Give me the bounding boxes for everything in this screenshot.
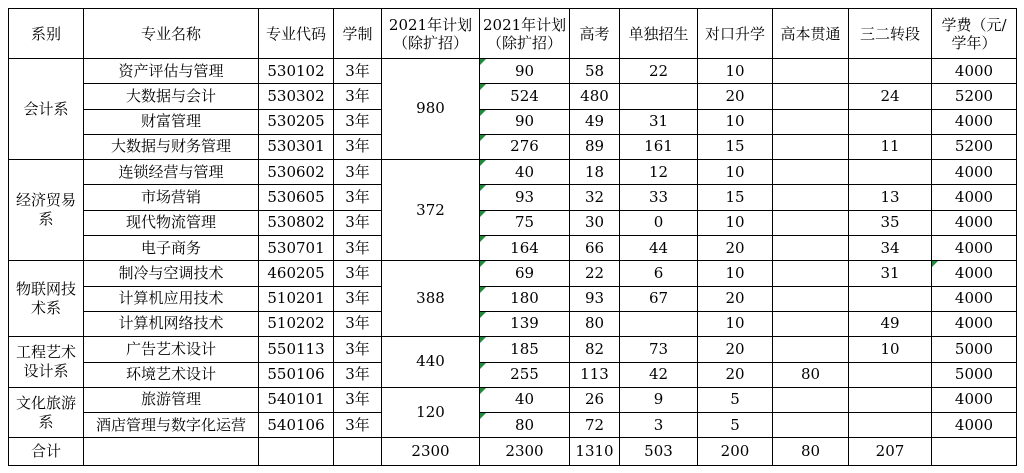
cell-gaokao: 66 <box>570 236 620 261</box>
total-empty-cell <box>932 438 1017 466</box>
cell-tuition: 5000 <box>932 362 1017 387</box>
cell-code: 550106 <box>259 362 334 387</box>
cell-plan: 90 <box>480 109 570 134</box>
cell-independent: 31 <box>620 109 698 134</box>
header-gaokao-line: 高考 <box>579 24 610 43</box>
cell-major-name: 资产评估与管理 <box>84 59 259 84</box>
cell-major-name: 现代物流管理 <box>84 210 259 235</box>
header-plan-total <box>382 9 480 59</box>
table-row <box>9 160 1017 185</box>
cell-duration: 3年 <box>334 387 382 412</box>
cell-independent: 3 <box>620 413 698 438</box>
cell-major-name: 旅游管理 <box>84 387 259 412</box>
cell-undergrad-link: 80 <box>773 362 849 387</box>
cell-dept: 工程艺术设计系 <box>9 337 84 388</box>
cell-code: 530701 <box>259 236 334 261</box>
cell-plan-total: 980 <box>382 59 480 160</box>
cell-plan: 180 <box>480 286 570 311</box>
cell-major-name: 制冷与空调技术 <box>84 261 259 286</box>
cell-transfer: 31 <box>849 261 932 286</box>
cell-tuition: 5000 <box>932 337 1017 362</box>
cell-duration: 3年 <box>334 236 382 261</box>
header-vocational-line: 对口升学 <box>704 24 765 43</box>
cell-code: 550113 <box>259 337 334 362</box>
cell-tuition: 4000 <box>932 59 1017 84</box>
cell-plan: 69 <box>480 261 570 286</box>
header-dept <box>9 9 84 59</box>
total-empty-cell <box>84 438 259 466</box>
cell-undergrad-link <box>773 261 849 286</box>
header-plan <box>480 9 570 59</box>
cell-major-name: 大数据与会计 <box>84 84 259 109</box>
cell-major-name: 大数据与财务管理 <box>84 134 259 159</box>
header-independent <box>620 9 698 59</box>
cell-gaokao: 82 <box>570 337 620 362</box>
header-tuition-line: 学费（元/ <box>941 15 1007 34</box>
table-body <box>9 59 1017 438</box>
cell-code: 530605 <box>259 185 334 210</box>
cell-duration: 3年 <box>334 286 382 311</box>
cell-plan: 80 <box>480 413 570 438</box>
cell-gaokao: 32 <box>570 185 620 210</box>
cell-undergrad-link <box>773 109 849 134</box>
cell-gaokao: 18 <box>570 160 620 185</box>
header-tuition-line: 学年） <box>951 33 997 52</box>
header-undergrad-link-line: 高本贯通 <box>780 24 841 43</box>
cell-duration: 3年 <box>334 261 382 286</box>
cell-vocational: 10 <box>698 160 773 185</box>
cell-gaokao: 49 <box>570 109 620 134</box>
header-major-name <box>84 9 259 59</box>
cell-independent: 22 <box>620 59 698 84</box>
cell-vocational: 20 <box>698 84 773 109</box>
cell-duration: 3年 <box>334 134 382 159</box>
cell-plan: 185 <box>480 337 570 362</box>
total-gaokao: 1310 <box>570 438 620 466</box>
header-row <box>9 9 1017 59</box>
cell-duration: 3年 <box>334 362 382 387</box>
cell-tuition: 4000 <box>932 160 1017 185</box>
cell-gaokao: 93 <box>570 286 620 311</box>
header-undergrad-link <box>773 9 849 59</box>
cell-duration: 3年 <box>334 109 382 134</box>
cell-undergrad-link <box>773 185 849 210</box>
cell-major-name: 环境艺术设计 <box>84 362 259 387</box>
cell-tuition: 4000 <box>932 261 1017 286</box>
header-plan-line: （除扩招） <box>486 33 562 52</box>
cell-major-name: 计算机网络技术 <box>84 311 259 336</box>
cell-independent: 6 <box>620 261 698 286</box>
cell-independent: 67 <box>620 286 698 311</box>
header-duration-line: 学制 <box>342 24 373 43</box>
cell-gaokao: 58 <box>570 59 620 84</box>
cell-plan: 164 <box>480 236 570 261</box>
cell-vocational: 10 <box>698 311 773 336</box>
cell-transfer <box>849 413 932 438</box>
header-independent-line: 单独招生 <box>628 24 689 43</box>
enrollment-plan-table <box>8 8 1017 466</box>
cell-tuition: 4000 <box>932 311 1017 336</box>
cell-vocational: 5 <box>698 387 773 412</box>
cell-transfer: 24 <box>849 84 932 109</box>
cell-code: 540106 <box>259 413 334 438</box>
cell-independent: 161 <box>620 134 698 159</box>
total-transfer: 207 <box>849 438 932 466</box>
cell-independent <box>620 311 698 336</box>
cell-plan: 255 <box>480 362 570 387</box>
cell-independent: 44 <box>620 236 698 261</box>
cell-transfer: 49 <box>849 311 932 336</box>
cell-vocational: 15 <box>698 185 773 210</box>
cell-tuition: 4000 <box>932 286 1017 311</box>
header-tuition <box>932 9 1017 59</box>
cell-transfer: 35 <box>849 210 932 235</box>
header-transfer <box>849 9 932 59</box>
cell-tuition: 4000 <box>932 185 1017 210</box>
header-plan-total-line: 2021年计划 <box>388 15 473 34</box>
cell-independent: 33 <box>620 185 698 210</box>
table-row <box>9 84 1017 109</box>
cell-vocational: 20 <box>698 337 773 362</box>
total-vocational: 200 <box>698 438 773 466</box>
cell-plan-total: 372 <box>382 160 480 261</box>
cell-undergrad-link <box>773 236 849 261</box>
cell-dept: 经济贸易系 <box>9 160 84 261</box>
cell-undergrad-link <box>773 387 849 412</box>
header-transfer-line: 三二转段 <box>859 24 920 43</box>
cell-vocational: 20 <box>698 286 773 311</box>
cell-transfer: 34 <box>849 236 932 261</box>
total-undergrad-link: 80 <box>773 438 849 466</box>
total-plan-total: 2300 <box>382 438 480 466</box>
cell-major-name: 广告艺术设计 <box>84 337 259 362</box>
cell-gaokao: 72 <box>570 413 620 438</box>
cell-vocational: 10 <box>698 59 773 84</box>
header-plan-total-line: （除扩招） <box>392 33 468 52</box>
cell-undergrad-link <box>773 59 849 84</box>
total-row <box>9 438 1017 466</box>
cell-major-name: 市场营销 <box>84 185 259 210</box>
cell-duration: 3年 <box>334 210 382 235</box>
cell-transfer <box>849 59 932 84</box>
cell-transfer: 11 <box>849 134 932 159</box>
cell-tuition: 4000 <box>932 210 1017 235</box>
cell-code: 510201 <box>259 286 334 311</box>
cell-independent: 0 <box>620 210 698 235</box>
cell-undergrad-link <box>773 160 849 185</box>
table-row <box>9 236 1017 261</box>
header-gaokao <box>570 9 620 59</box>
cell-code: 460205 <box>259 261 334 286</box>
cell-transfer: 10 <box>849 337 932 362</box>
cell-gaokao: 30 <box>570 210 620 235</box>
cell-gaokao: 22 <box>570 261 620 286</box>
cell-undergrad-link <box>773 134 849 159</box>
header-dept-line: 系别 <box>30 24 61 43</box>
cell-major-name: 连锁经营与管理 <box>84 160 259 185</box>
cell-independent: 9 <box>620 387 698 412</box>
cell-code: 530302 <box>259 84 334 109</box>
cell-vocational: 20 <box>698 362 773 387</box>
cell-vocational: 10 <box>698 109 773 134</box>
header-code-line: 专业代码 <box>265 24 326 43</box>
cell-plan-total: 440 <box>382 337 480 388</box>
cell-tuition: 5200 <box>932 134 1017 159</box>
cell-transfer <box>849 160 932 185</box>
table-row <box>9 286 1017 311</box>
cell-plan: 75 <box>480 210 570 235</box>
table-row <box>9 311 1017 336</box>
table-header <box>9 9 1017 59</box>
cell-plan: 40 <box>480 160 570 185</box>
cell-code: 530301 <box>259 134 334 159</box>
cell-plan-total: 388 <box>382 261 480 337</box>
cell-code: 540101 <box>259 387 334 412</box>
cell-vocational: 5 <box>698 413 773 438</box>
table-row <box>9 337 1017 362</box>
cell-vocational: 20 <box>698 236 773 261</box>
cell-tuition: 4000 <box>932 109 1017 134</box>
cell-vocational: 10 <box>698 261 773 286</box>
cell-undergrad-link <box>773 84 849 109</box>
total-independent: 503 <box>620 438 698 466</box>
table-row <box>9 210 1017 235</box>
cell-plan: 524 <box>480 84 570 109</box>
cell-code: 530802 <box>259 210 334 235</box>
table-row <box>9 134 1017 159</box>
cell-code: 530102 <box>259 59 334 84</box>
cell-undergrad-link <box>773 413 849 438</box>
cell-independent: 73 <box>620 337 698 362</box>
header-code <box>259 9 334 59</box>
cell-gaokao: 80 <box>570 311 620 336</box>
cell-dept: 物联网技术系 <box>9 261 84 337</box>
cell-gaokao: 480 <box>570 84 620 109</box>
cell-dept: 会计系 <box>9 59 84 160</box>
cell-duration: 3年 <box>334 59 382 84</box>
total-label: 合计 <box>9 438 84 466</box>
header-duration <box>334 9 382 59</box>
cell-tuition: 4000 <box>932 413 1017 438</box>
cell-independent: 12 <box>620 160 698 185</box>
cell-major-name: 财富管理 <box>84 109 259 134</box>
cell-tuition: 4000 <box>932 236 1017 261</box>
table-row <box>9 59 1017 84</box>
cell-transfer: 13 <box>849 185 932 210</box>
header-vocational <box>698 9 773 59</box>
cell-undergrad-link <box>773 337 849 362</box>
cell-code: 530602 <box>259 160 334 185</box>
cell-vocational: 15 <box>698 134 773 159</box>
cell-transfer <box>849 387 932 412</box>
total-plan: 2300 <box>480 438 570 466</box>
cell-transfer <box>849 286 932 311</box>
cell-duration: 3年 <box>334 185 382 210</box>
cell-undergrad-link <box>773 311 849 336</box>
cell-undergrad-link <box>773 210 849 235</box>
cell-plan: 90 <box>480 59 570 84</box>
cell-gaokao: 89 <box>570 134 620 159</box>
total-empty-cell <box>259 438 334 466</box>
cell-undergrad-link <box>773 286 849 311</box>
cell-major-name: 酒店管理与数字化运营 <box>84 413 259 438</box>
cell-independent <box>620 84 698 109</box>
cell-duration: 3年 <box>334 160 382 185</box>
cell-code: 510202 <box>259 311 334 336</box>
total-empty-cell <box>334 438 382 466</box>
cell-tuition: 5200 <box>932 84 1017 109</box>
cell-major-name: 电子商务 <box>84 236 259 261</box>
cell-duration: 3年 <box>334 413 382 438</box>
cell-vocational: 10 <box>698 210 773 235</box>
cell-plan: 139 <box>480 311 570 336</box>
cell-duration: 3年 <box>334 84 382 109</box>
table-footer <box>9 438 1017 466</box>
cell-tuition: 4000 <box>932 387 1017 412</box>
table-row <box>9 362 1017 387</box>
header-plan-line: 2021年计划 <box>483 15 567 34</box>
cell-plan: 276 <box>480 134 570 159</box>
cell-plan-total: 120 <box>382 387 480 438</box>
cell-duration: 3年 <box>334 337 382 362</box>
table-row <box>9 261 1017 286</box>
cell-plan: 93 <box>480 185 570 210</box>
cell-transfer <box>849 109 932 134</box>
cell-transfer <box>849 362 932 387</box>
header-major-name-line: 专业名称 <box>140 24 201 43</box>
cell-dept: 文化旅游系 <box>9 387 84 438</box>
table-row <box>9 387 1017 412</box>
cell-duration: 3年 <box>334 311 382 336</box>
cell-code: 530205 <box>259 109 334 134</box>
cell-gaokao: 26 <box>570 387 620 412</box>
table-row <box>9 413 1017 438</box>
cell-independent: 42 <box>620 362 698 387</box>
cell-plan: 40 <box>480 387 570 412</box>
table-row <box>9 185 1017 210</box>
cell-major-name: 计算机应用技术 <box>84 286 259 311</box>
cell-gaokao: 113 <box>570 362 620 387</box>
table-row <box>9 109 1017 134</box>
